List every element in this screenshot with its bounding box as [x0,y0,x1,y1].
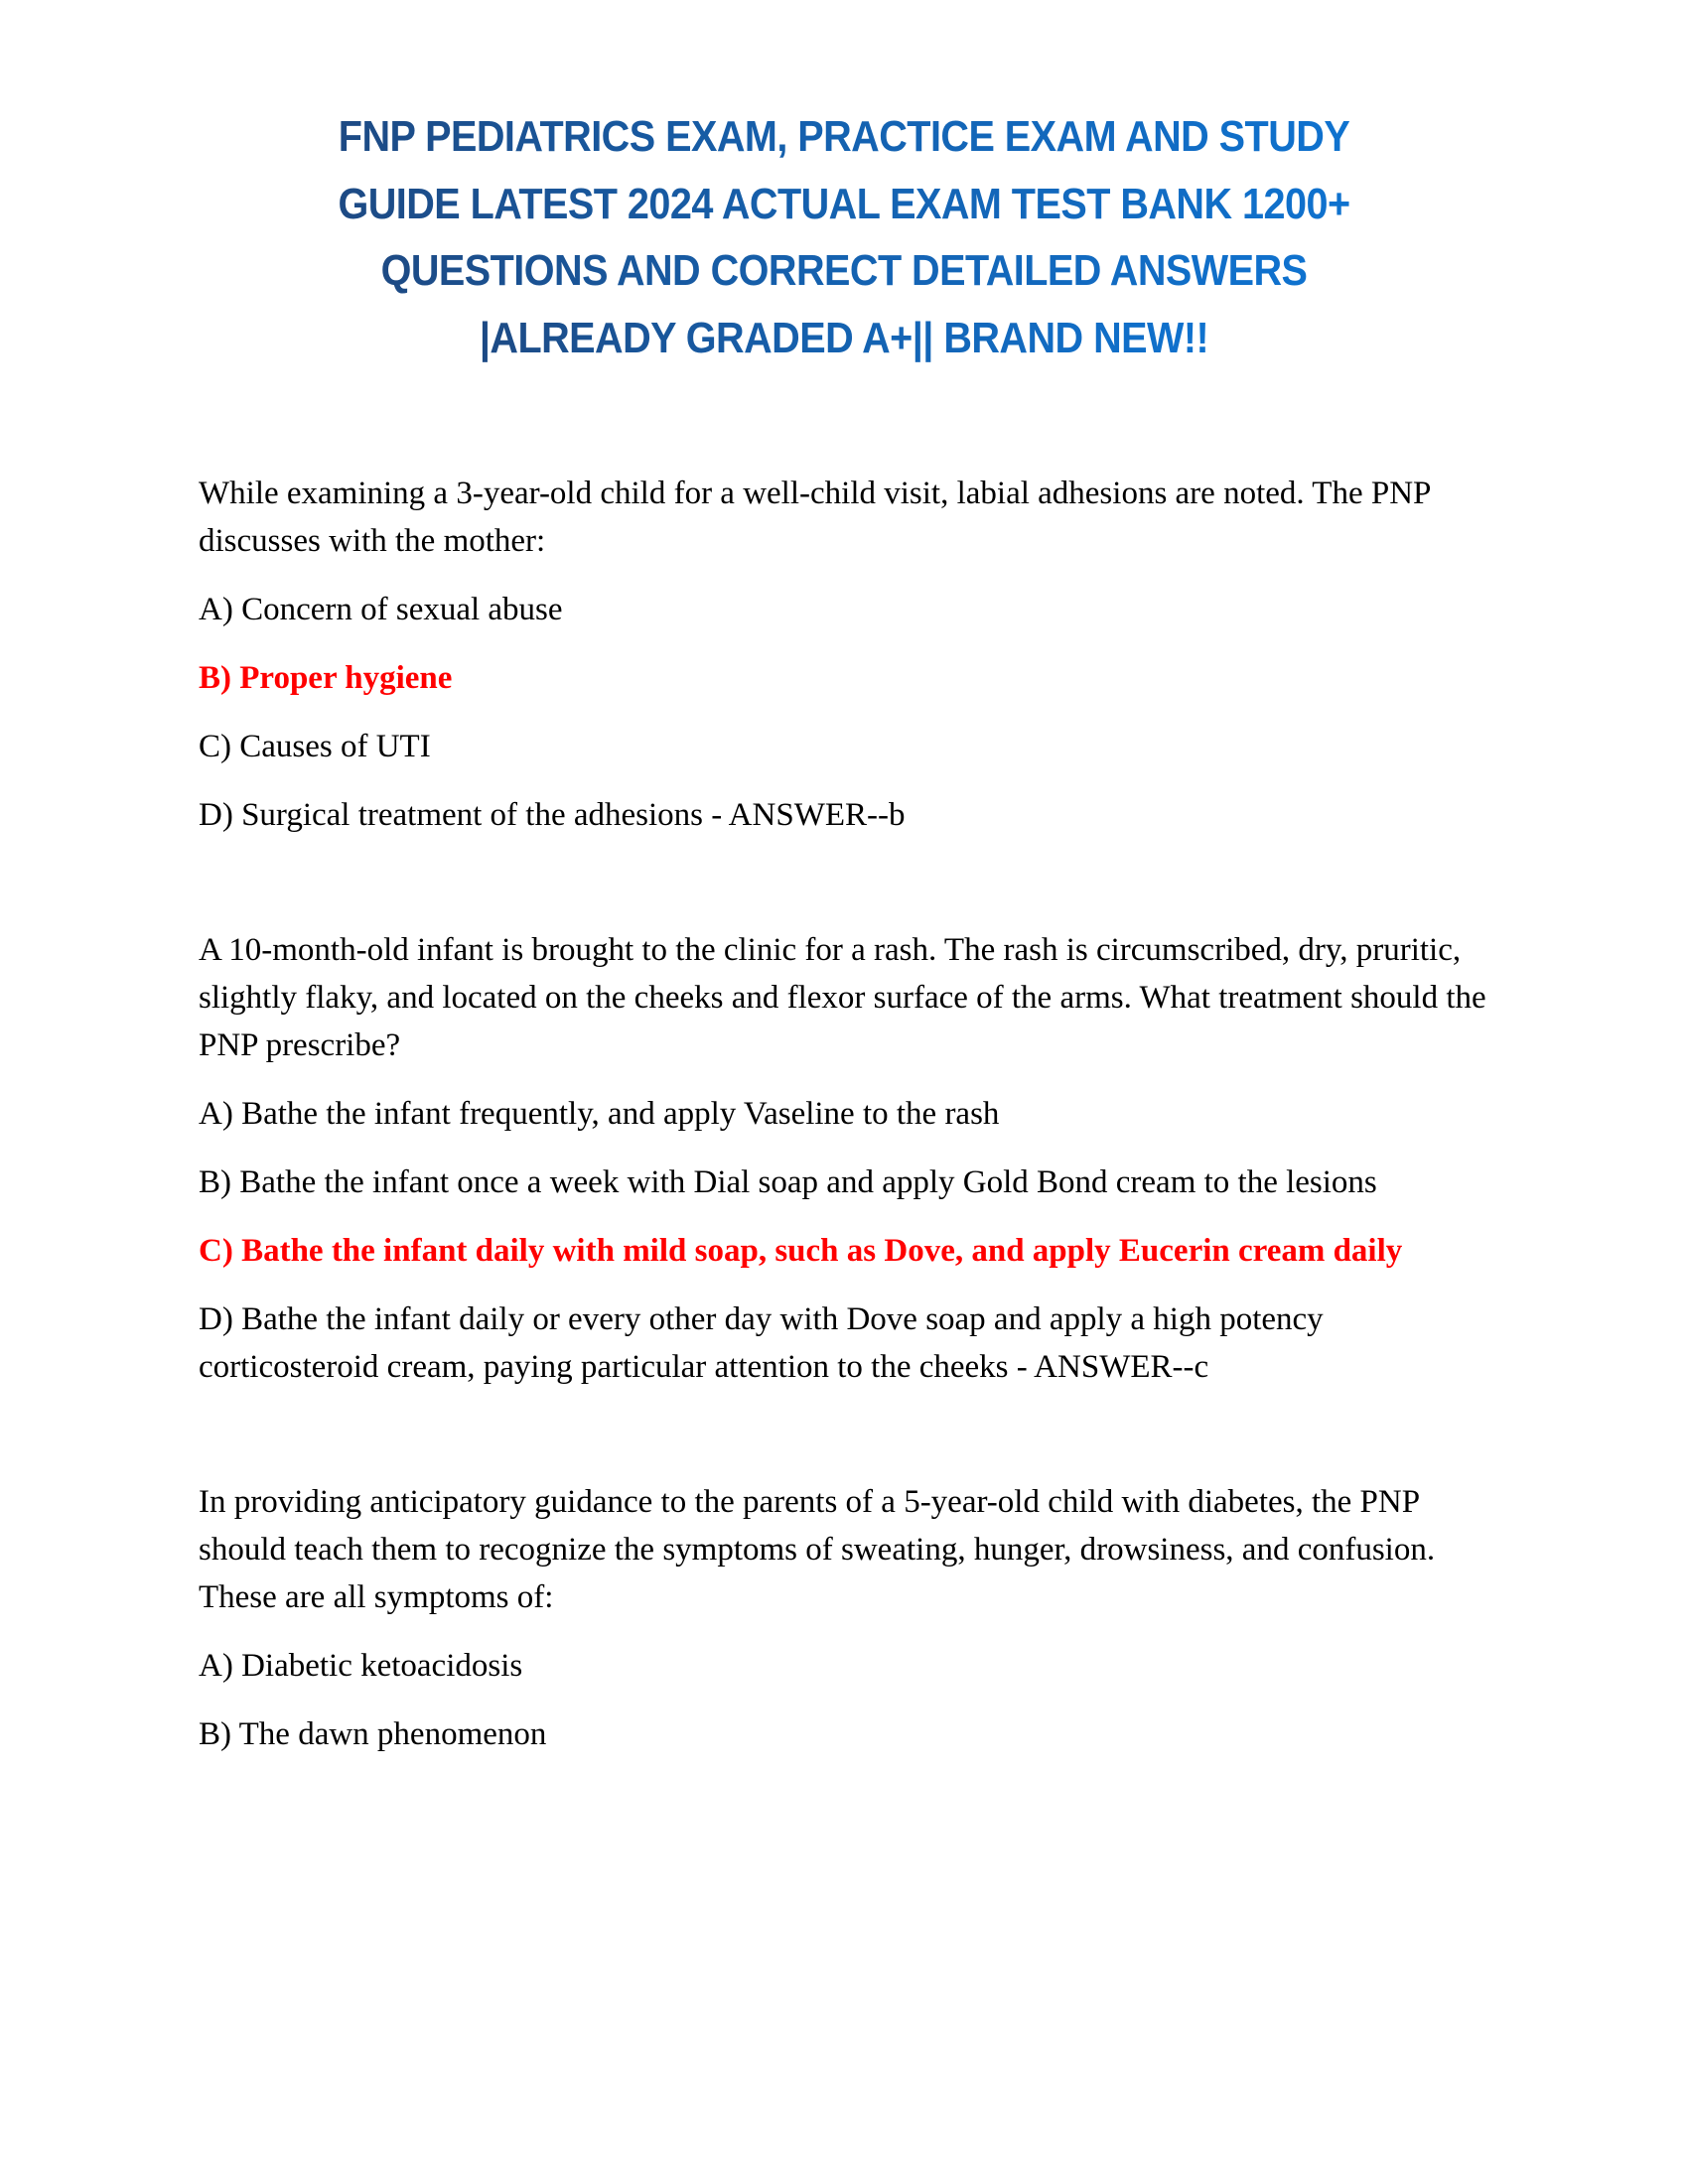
question-stem: While examining a 3-year-old child for a well-child visit, labial adhesions are noted. The PNP discusses with the mother: [199,476,1431,559]
title-line-4-text: |ALREADY GRADED A+|| BRAND NEW!! [479,313,1209,362]
question-2 [199,926,1489,1391]
question-3 [199,1478,1489,1758]
option-a: A) Bathe the infant frequently, and apply Vaseline to the rash [199,1096,1000,1132]
document-body [199,470,1489,1779]
option-d: D) Bathe the infant daily or every other day with Dove soap and apply a high potency corticosteroid cream, paying particular attention to the cheeks - ANSWER--c [199,1301,1324,1385]
question-stem: In providing anticipatory guidance to the parents of a 5-year-old child with diabetes, the PNP should teach them to recognize the symptoms of sweating, hunger, drowsiness, and confusion. These are all symptoms of: [199,1484,1436,1615]
title-line-1-text: FNP PEDIATRICS EXAM, PRACTICE EXAM AND STUDY [338,112,1350,161]
option-a: A) Concern of sexual abuse [199,592,563,627]
question-spacer [199,1412,1489,1478]
option-c: C) Causes of UTI [199,729,431,764]
question-spacer [199,860,1489,926]
title-line-1 [245,103,1443,171]
title-line-2-text: GUIDE LATEST 2024 ACTUAL EXAM TEST BANK 1200+ [338,179,1350,228]
document-title [179,103,1509,371]
question-stem: A 10-month-old infant is brought to the clinic for a rash. The rash is circumscribed, dry, pruritic, slightly flaky, and located on the cheeks and flexor surface of the arms. What treatment should the PNP prescribe? [199,932,1486,1063]
title-line-2 [245,171,1443,238]
question-1 [199,470,1489,839]
option-c-correct: C) Bathe the infant daily with mild soap, such as Dove, and apply Eucerin cream daily [199,1233,1403,1269]
option-b: B) Bathe the infant once a week with Dial soap and apply Gold Bond cream to the lesions [199,1164,1377,1200]
option-b: B) The dawn phenomenon [199,1716,547,1752]
option-d: D) Surgical treatment of the adhesions - ANSWER--b [199,797,906,833]
option-a: A) Diabetic ketoacidosis [199,1648,523,1684]
option-b-correct: B) Proper hygiene [199,660,453,696]
title-line-3-text: QUESTIONS AND CORRECT DETAILED ANSWERS [380,246,1308,295]
title-line-4 [245,305,1443,372]
title-line-3 [245,237,1443,305]
